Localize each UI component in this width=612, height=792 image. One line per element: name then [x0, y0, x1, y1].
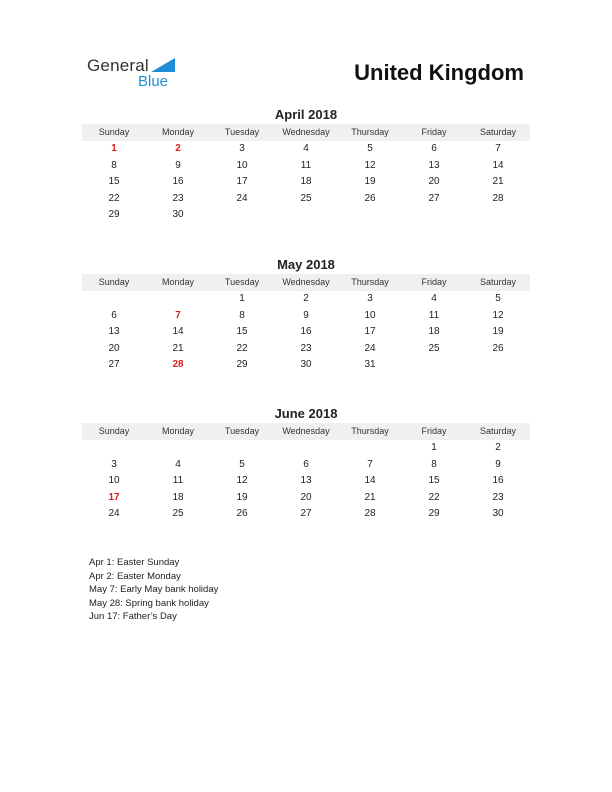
- date-cell: 19: [492, 326, 504, 338]
- date-cell: 4: [431, 293, 437, 304]
- date-cell: 18: [300, 176, 312, 188]
- date-cell: 14: [492, 159, 504, 171]
- date-cell: 27: [108, 359, 120, 371]
- weekday-label: Friday: [421, 426, 447, 436]
- week-row: [82, 158, 530, 175]
- logo-blue-text: Blue: [138, 73, 169, 90]
- date-cell: 1: [239, 293, 245, 304]
- date-cell: 15: [428, 475, 440, 487]
- week-row: [82, 207, 530, 224]
- week-row: [82, 174, 530, 191]
- date-cell: 14: [364, 475, 376, 487]
- date-cell: 1: [431, 442, 437, 453]
- date-cell: [146, 291, 210, 308]
- date-cell: [274, 440, 338, 457]
- date-cell: 11: [300, 159, 312, 171]
- weekday-label: Tuesday: [224, 127, 260, 137]
- date-cell: 25: [300, 192, 312, 204]
- date-cell: 30: [172, 209, 184, 221]
- date-cell: 4: [175, 458, 181, 470]
- date-cell: 16: [492, 475, 504, 487]
- week-row: [82, 191, 530, 208]
- holiday-entry: Apr 1: Easter Sunday: [89, 557, 180, 568]
- date-cell: [466, 207, 530, 224]
- date-cell: [466, 357, 530, 374]
- week-row: [82, 490, 530, 507]
- weekday-header: [82, 124, 530, 141]
- date-cell: 10: [364, 309, 376, 321]
- week-row: [82, 457, 530, 474]
- date-cell: [338, 207, 402, 224]
- date-cell: 9: [495, 458, 501, 470]
- date-cell: [82, 440, 146, 457]
- date-cell: 20: [428, 176, 440, 188]
- month-title: June 2018: [274, 406, 338, 421]
- date-cell: 26: [364, 192, 376, 204]
- date-cell: 10: [108, 475, 120, 487]
- date-cell: 21: [172, 342, 184, 354]
- date-cell: 13: [108, 326, 120, 338]
- date-cell: 26: [492, 342, 504, 354]
- date-cell: 17: [364, 326, 376, 338]
- month-title: May 2018: [277, 257, 335, 272]
- weekday-label: Sunday: [98, 426, 130, 436]
- week-row: [82, 357, 530, 374]
- month-calendar-april: [82, 106, 530, 224]
- date-cell: 19: [364, 176, 376, 188]
- week-row: [82, 440, 530, 457]
- weekday-label: Monday: [161, 127, 195, 137]
- date-cell: 9: [175, 159, 181, 171]
- holiday-entry: Jun 17: Father’s Day: [89, 611, 177, 622]
- date-cell: 25: [172, 508, 184, 520]
- holiday-date: 28: [172, 359, 184, 371]
- weekday-label: Saturday: [479, 277, 517, 287]
- week-row: [82, 324, 530, 341]
- date-cell: [210, 207, 274, 224]
- weekday-label: Friday: [421, 277, 447, 287]
- date-cell: 6: [111, 309, 117, 321]
- holiday-entry: Apr 2: Easter Monday: [89, 570, 181, 582]
- holiday-list: [89, 556, 218, 624]
- weekday-label: Monday: [161, 277, 195, 287]
- holiday-entry: May 28: Spring bank holiday: [89, 597, 209, 609]
- date-cell: 31: [364, 359, 376, 371]
- weekday-label: Wednesday: [282, 127, 330, 137]
- date-cell: 3: [111, 458, 117, 470]
- date-cell: 7: [495, 143, 501, 154]
- date-cell: 27: [300, 508, 312, 520]
- date-cell: 23: [172, 192, 184, 204]
- weekday-label: Thursday: [351, 277, 389, 287]
- date-cell: 18: [428, 326, 440, 338]
- month-title: April 2018: [274, 107, 338, 122]
- date-cell: 24: [108, 508, 120, 520]
- date-cell: 12: [492, 309, 504, 321]
- date-cell: 30: [492, 508, 504, 520]
- week-row: [82, 141, 530, 158]
- weekday-label: Tuesday: [224, 277, 260, 287]
- holiday-date: 17: [108, 491, 120, 503]
- date-cell: 12: [236, 475, 248, 487]
- date-cell: 3: [239, 143, 245, 154]
- date-cell: 14: [172, 326, 184, 338]
- weekday-label: Saturday: [479, 426, 517, 436]
- date-cell: 28: [364, 508, 376, 520]
- date-cell: 9: [303, 309, 309, 321]
- date-cell: [210, 440, 274, 457]
- date-cell: 20: [108, 342, 120, 354]
- date-cell: [402, 357, 466, 374]
- weekday-label: Thursday: [351, 127, 389, 137]
- date-cell: 11: [172, 475, 184, 487]
- date-cell: 13: [300, 475, 312, 487]
- date-cell: 16: [172, 176, 184, 188]
- holiday-date: 1: [111, 143, 117, 154]
- date-cell: 30: [300, 359, 312, 371]
- date-cell: 24: [236, 192, 248, 204]
- holiday-entry: May 7: Early May bank holiday: [89, 584, 219, 595]
- date-cell: 29: [236, 359, 248, 371]
- logo-general-text: General: [87, 56, 149, 75]
- weekday-label: Monday: [161, 426, 195, 436]
- date-cell: 2: [303, 293, 309, 304]
- date-cell: 2: [495, 442, 501, 453]
- date-cell: 11: [428, 309, 440, 321]
- date-cell: 15: [108, 176, 120, 188]
- date-cell: [146, 440, 210, 457]
- date-cell: 10: [236, 159, 248, 171]
- weekday-header: [82, 274, 530, 291]
- week-row: [82, 506, 530, 523]
- date-cell: 23: [300, 342, 312, 354]
- date-cell: 25: [428, 342, 440, 354]
- date-cell: 21: [364, 491, 376, 503]
- date-cell: 24: [364, 342, 376, 354]
- date-cell: 5: [495, 293, 501, 304]
- page-title: United Kingdom: [354, 60, 524, 85]
- weekday-header: [82, 423, 530, 440]
- date-cell: 23: [492, 491, 504, 503]
- weekday-label: Wednesday: [282, 426, 330, 436]
- month-calendar-june: [82, 405, 530, 523]
- weekday-label: Sunday: [98, 127, 130, 137]
- date-cell: 21: [492, 176, 504, 188]
- date-cell: 12: [364, 159, 376, 171]
- date-cell: 7: [367, 458, 373, 470]
- logo-flag-icon: [151, 58, 175, 72]
- weekday-label: Friday: [421, 127, 447, 137]
- date-cell: 22: [108, 192, 120, 204]
- weekday-label: Tuesday: [224, 426, 260, 436]
- month-calendar-may: [82, 256, 530, 374]
- date-cell: 8: [111, 159, 117, 171]
- date-cell: 3: [367, 293, 373, 304]
- date-cell: [338, 440, 402, 457]
- week-row: [82, 473, 530, 490]
- date-cell: 22: [428, 491, 440, 503]
- week-row: [82, 291, 530, 308]
- logo: [87, 56, 187, 92]
- date-cell: 5: [239, 458, 245, 470]
- date-cell: 5: [367, 143, 373, 154]
- date-cell: 16: [300, 326, 312, 338]
- date-cell: 19: [236, 491, 248, 503]
- date-cell: 13: [428, 159, 440, 171]
- weekday-label: Wednesday: [282, 277, 330, 287]
- date-cell: [82, 291, 146, 308]
- week-row: [82, 341, 530, 358]
- date-cell: 22: [236, 342, 248, 354]
- date-cell: 4: [303, 143, 309, 154]
- week-row: [82, 308, 530, 325]
- date-cell: 20: [300, 491, 312, 503]
- date-cell: 8: [431, 458, 437, 470]
- date-cell: 28: [492, 192, 504, 204]
- weekday-label: Thursday: [351, 426, 389, 436]
- holiday-date: 7: [175, 309, 181, 321]
- holiday-date: 2: [175, 143, 181, 154]
- date-cell: 29: [108, 209, 120, 221]
- date-cell: 29: [428, 508, 440, 520]
- date-cell: 27: [428, 192, 440, 204]
- weekday-label: Saturday: [479, 127, 517, 137]
- weekday-label: Sunday: [98, 277, 130, 287]
- date-cell: 18: [172, 491, 184, 503]
- date-cell: 17: [236, 176, 248, 188]
- date-cell: [274, 207, 338, 224]
- date-cell: 6: [431, 143, 437, 154]
- date-cell: 8: [239, 309, 245, 321]
- date-cell: 6: [303, 458, 309, 470]
- date-cell: [402, 207, 466, 224]
- date-cell: 15: [236, 326, 248, 338]
- date-cell: 26: [236, 508, 248, 520]
